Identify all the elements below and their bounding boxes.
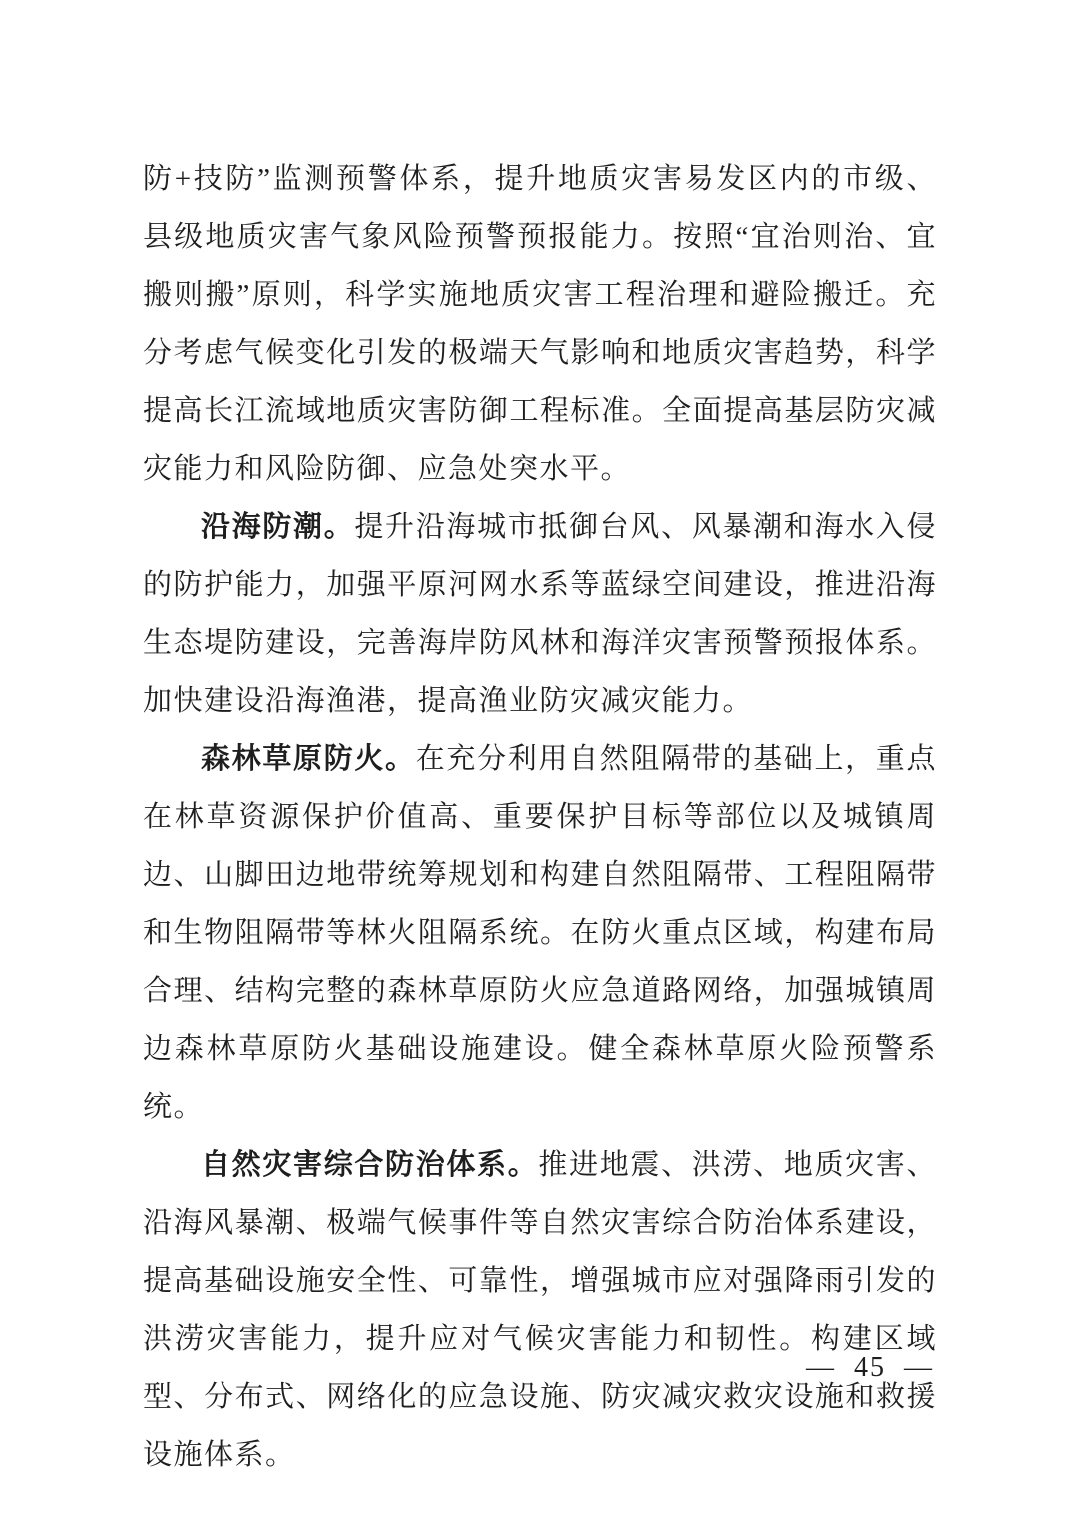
page-number: 45 <box>854 1352 886 1383</box>
paragraph-natural-disaster-system <box>143 1136 937 1484</box>
text-block <box>143 150 937 1484</box>
paragraph-body: 提升沿海城市抵御台风、风暴潮和海水入侵的防护能力，加强平原河网水系等蓝绿空间建设，推进沿海生态堤防建设，完善海岸防风林和海洋灾害预警预报体系。加快建设沿海渔港，提高渔业防灾减灾能力。 <box>143 511 937 717</box>
paragraph-lead: 森林草原防火。 <box>201 743 416 775</box>
footer-dash-left: — <box>806 1352 836 1383</box>
paragraph-lead: 沿海防潮。 <box>201 511 355 543</box>
paragraph-body: 在充分利用自然阻隔带的基础上，重点在林草资源保护价值高、重要保护目标等部位以及城镇周边、山脚田边地带统筹规划和构建自然阻隔带、工程阻隔带和生物阻隔带等林火阻隔系统。在防火重点区域，构建布局合理、结构完整的森林草原防火应急道路网络，加强城镇周边森林草原防火基础设施建设。健全森林草原火险预警系统。 <box>143 743 937 1123</box>
footer-dash-right: — <box>904 1352 934 1383</box>
paragraph-geological-continuation <box>143 150 937 498</box>
paragraph-body: 防+技防”监测预警体系，提升地质灾害易发区内的市级、县级地质灾害气象风险预警预报能力。按照“宜治则治、宜搬则搬”原则，科学实施地质灾害工程治理和避险搬迁。充分考虑气候变化引发的极端天气影响和地质灾害趋势，科学提高长江流域地质灾害防御工程标准。全面提高基层防灾减灾能力和风险防御、应急处突水平。 <box>143 163 937 485</box>
paragraph-coastal-tide <box>143 498 937 730</box>
paragraph-lead: 自然灾害综合防治体系。 <box>201 1149 539 1181</box>
paragraph-forest-fire <box>143 730 937 1136</box>
page-footer <box>806 1352 934 1384</box>
paragraph-body: 推进地震、洪涝、地质灾害、沿海风暴潮、极端气候事件等自然灾害综合防治体系建设，提高基础设施安全性、可靠性，增强城市应对强降雨引发的洪涝灾害能力，提升应对气候灾害能力和韧性。构建区域型、分布式、网络化的应急设施、防灾减灾救灾设施和救援设施体系。 <box>143 1149 937 1471</box>
